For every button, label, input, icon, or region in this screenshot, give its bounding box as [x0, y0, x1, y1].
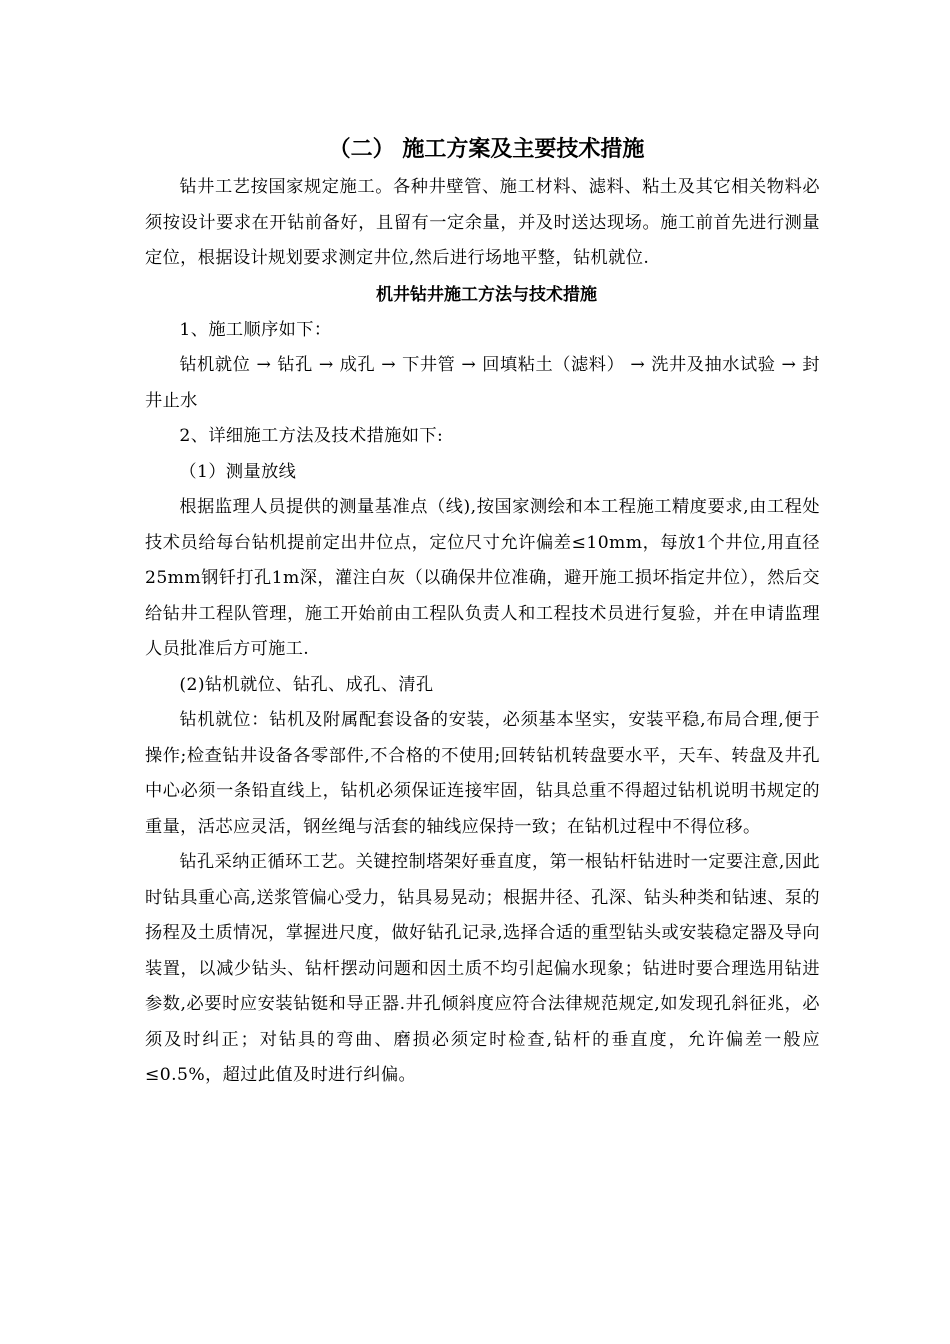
section-heading: 机井钻井施工方法与技术措施: [376, 284, 597, 305]
item1-heading: 1、施工顺序如下：: [179, 319, 332, 340]
sub2-heading: (2)钻机就位、钻孔、成孔、清孔: [179, 674, 434, 695]
sub1-heading: （1）测量放线: [179, 461, 297, 482]
item2-heading: 2、详细施工方法及技术措施如下:: [179, 426, 444, 446]
document-page: [145, 130, 820, 1094]
intro-paragraph: 钻井工艺按国家规定施工。各种井壁管、施工材料、滤料、粘土及其它相关物料必须按设计要求在开钻前备好，且留有一定余量，并及时送达现场。施工前首先进行测量定位，根据设计规划要求测定井位,然后进行场地平整，钻机就位.: [145, 177, 820, 268]
rig-setup-paragraph: 钻机就位：钻机及附属配套设备的安装，必须基本坚实，安装平稳,布局合理,便于操作;检查钻井设备各零部件,不合格的不使用;回转钻机转盘要水平，天车、转盘及井孔中心必须一条铅直线上，钻机必须保证连接牢固，钻具总重不得超过钻机说明书规定的重量，活芯应灵活，钢丝绳与活套的轴线应保持一致；在钻机过程中不得位移。: [145, 710, 820, 837]
drilling-paragraph: 钻孔采纳正循环工艺。关键控制塔架好垂直度，第一根钻杆钻进时一定要注意,因此时钻具重心高,送浆管偏心受力，钻具易晃动；根据井径、孔深、钻头种类和钻速、泵的扬程及土质情况，掌握进尺度，做好钻孔记录,选择合适的重型钻头或安装稳定器及导向装置，以减少钻头、钻杆摆动问题和因土质不均引起偏水现象；钻进时要合理选用钻进参数,必要时应安装钻铤和导正器.井孔倾斜度应符合法律规范规定,如发现孔斜征兆，必须及时纠正；对钻具的弯曲、磨损必须定时检查,钻杆的垂直度，允许偏差一般应≤0.5%，超过此值及时进行纠偏。: [145, 852, 820, 1085]
document-title: （二） 施工方案及主要技术措施: [328, 137, 645, 162]
sequence-paragraph: 钻机就位 → 钻孔 → 成孔 → 下井管 → 回填粘土（滤料） → 洗井及抽水试验 → 封井止水: [145, 355, 820, 411]
survey-paragraph: 根据监理人员提供的测量基准点（线),按国家测绘和本工程施工精度要求,由工程处技术员给每台钻机提前定出井位点，定位尺寸允许偏差≤10mm，每放1个井位,用直径25mm钢钎打孔1m深，灌注白灰（以确保井位准确，避开施工损坏指定井位），然后交给钻井工程队管理，施工开始前由工程队负责人和工程技术员进行复验，并在申请监理人员批准后方可施工.: [145, 497, 820, 659]
